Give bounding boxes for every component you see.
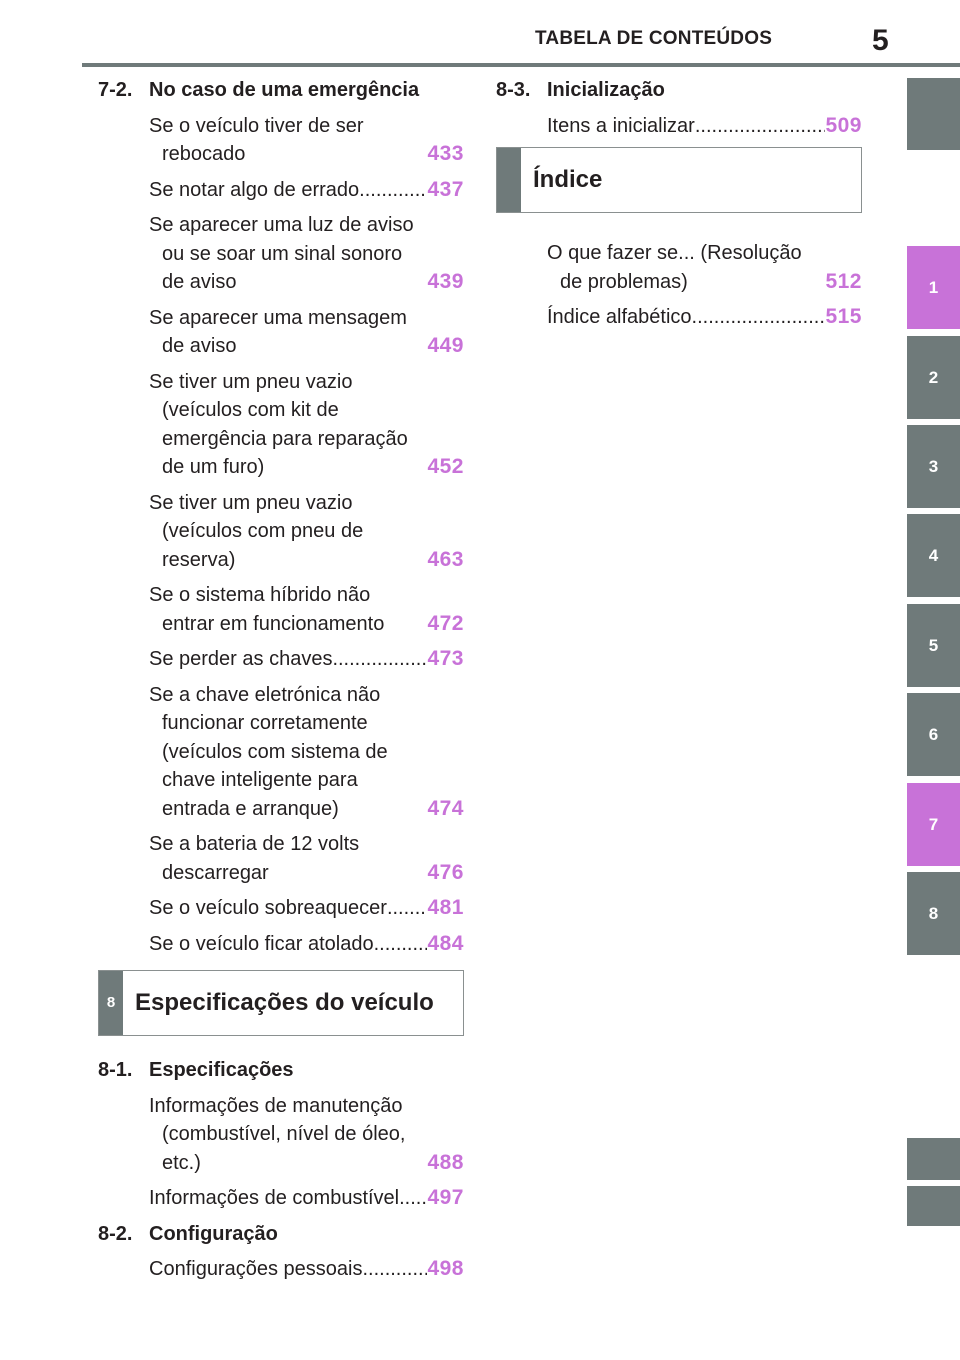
toc-entry[interactable] xyxy=(98,176,464,205)
toc-right-column xyxy=(496,76,862,339)
header-rule xyxy=(82,63,960,67)
chapter-tab-label: 8 xyxy=(928,903,939,923)
toc-page-number[interactable]: 509 xyxy=(825,113,862,137)
chapter-tab-top[interactable] xyxy=(907,78,960,150)
dot-leader xyxy=(332,645,427,674)
section-heading-8-2 xyxy=(98,1220,464,1249)
toc-page-number[interactable]: 439 xyxy=(427,270,464,293)
toc-entry[interactable] xyxy=(496,303,862,332)
chapter-tab-4[interactable] xyxy=(907,514,960,597)
chapter-tab-label: 6 xyxy=(928,724,939,744)
chapter-8-banner xyxy=(98,970,464,1036)
section-number: 8-3. xyxy=(496,79,531,101)
toc-page-number[interactable]: 449 xyxy=(427,334,464,357)
toc-entry-text: Se tiver um pneu vazio (veículos com pneu de reserva) xyxy=(149,491,364,571)
toc-entry[interactable] xyxy=(98,368,464,482)
chapter-tab-8[interactable] xyxy=(907,872,960,955)
chapter-tab-label: 3 xyxy=(928,456,939,476)
section-number: 8-1. xyxy=(98,1059,133,1081)
chapter-tab-bottom-2[interactable] xyxy=(907,1186,960,1226)
chapter-tab-1[interactable] xyxy=(907,246,960,329)
toc-page-number[interactable]: 481 xyxy=(427,896,464,919)
chapter-tab-5[interactable] xyxy=(907,604,960,687)
section-title: Configuração xyxy=(149,1222,278,1245)
toc-entry[interactable] xyxy=(98,489,464,575)
toc-page-number[interactable]: 473 xyxy=(427,647,464,670)
index-title: Índice xyxy=(533,165,603,193)
toc-entry-text: O que fazer se... (Resolução de problemas) xyxy=(547,242,802,293)
index-banner xyxy=(496,147,862,213)
toc-entry[interactable] xyxy=(98,1092,464,1178)
toc-entry[interactable] xyxy=(496,112,862,141)
toc-page-number[interactable]: 463 xyxy=(427,547,464,571)
toc-page-number[interactable]: 452 xyxy=(427,455,464,478)
chapter-tab-2[interactable] xyxy=(907,336,960,419)
toc-entry[interactable] xyxy=(98,1255,464,1284)
toc-entry[interactable] xyxy=(98,681,464,824)
toc-entry-text: Se notar algo de errado xyxy=(149,178,360,201)
toc-page-number[interactable]: 515 xyxy=(825,305,862,328)
toc-entry-text: Se aparecer uma mensagem de aviso xyxy=(149,306,407,357)
toc-entry-text: Se o veículo tiver de ser rebocado xyxy=(149,114,364,165)
toc-entry[interactable] xyxy=(98,830,464,887)
toc-page-number[interactable]: 497 xyxy=(427,1186,464,1209)
section-title: Especificações xyxy=(149,1059,294,1081)
toc-page-number[interactable]: 488 xyxy=(427,1150,464,1174)
entry-list-8-3 xyxy=(496,112,862,141)
toc-entry-text: Se a bateria de 12 volts descarregar xyxy=(149,833,360,884)
dot-leader xyxy=(387,894,428,923)
chapter-tab-label: 5 xyxy=(928,635,939,655)
toc-entry-text: Índice alfabético xyxy=(547,306,692,328)
toc-page-number[interactable]: 498 xyxy=(427,1257,464,1280)
entry-list-7-2 xyxy=(98,112,464,959)
page-header-title: TABELA DE CONTEÚDOS xyxy=(535,28,773,49)
toc-entry-text: Se tiver um pneu vazio (veículos com kit de emergência para reparação de um furo) xyxy=(149,370,408,478)
toc-entry-text: Se o veículo sobreaquecer xyxy=(149,897,387,919)
toc-page-number[interactable]: 437 xyxy=(427,177,464,201)
chapter-tab-6[interactable] xyxy=(907,693,960,776)
toc-entry-text: Configurações pessoais xyxy=(149,1258,363,1280)
toc-entry[interactable] xyxy=(98,581,464,638)
dot-leader xyxy=(692,303,826,332)
toc-entry-text: Informações de combustível xyxy=(149,1187,400,1209)
dot-leader xyxy=(695,112,826,141)
toc-entry[interactable] xyxy=(98,645,464,674)
dot-leader xyxy=(359,176,427,205)
dot-leader xyxy=(362,1255,427,1284)
toc-page-number[interactable]: 433 xyxy=(427,142,464,165)
section-heading-8-3 xyxy=(496,76,862,105)
chapter-number-badge: 8 xyxy=(99,971,123,1035)
chapter-tab-label: 1 xyxy=(928,277,939,297)
entry-list-8-1 xyxy=(98,1092,464,1213)
chapter-title: Especificações do veículo xyxy=(135,988,434,1016)
section-title: Inicialização xyxy=(547,79,665,101)
toc-entry-text: Itens a inicializar xyxy=(547,114,695,137)
dot-leader xyxy=(399,1184,427,1213)
toc-entry-text: Se a chave eletrónica não funcionar corretamente (veículos com sistema de chave inteligente para entrada e arranque) xyxy=(149,683,388,820)
section-number: 8-2. xyxy=(98,1222,133,1245)
chapter-tab-label: 2 xyxy=(928,367,939,387)
toc-entry[interactable] xyxy=(496,239,862,296)
toc-entry-text: Se o veículo ficar atolado xyxy=(149,932,374,955)
page-number: 5 xyxy=(872,24,889,57)
index-badge xyxy=(497,148,521,212)
dot-leader xyxy=(374,930,428,959)
toc-entry[interactable] xyxy=(98,211,464,297)
toc-left-column xyxy=(98,76,464,1291)
toc-entry-text: Se o sistema híbrido não entrar em funcionamento xyxy=(149,584,385,635)
toc-entry[interactable] xyxy=(98,112,464,169)
toc-page-number[interactable]: 474 xyxy=(427,796,464,820)
section-heading-7-2 xyxy=(98,76,464,105)
toc-entry-text: Se aparecer uma luz de aviso ou se soar um sinal sonoro de aviso xyxy=(149,214,414,293)
chapter-tab-3[interactable] xyxy=(907,425,960,508)
toc-entry-text: Informações de manutenção (combustível, nível de óleo, etc.) xyxy=(149,1094,406,1174)
toc-entry[interactable] xyxy=(98,304,464,361)
chapter-tab-label: 7 xyxy=(928,814,939,834)
toc-page-number[interactable]: 476 xyxy=(427,860,464,884)
entry-list-index xyxy=(496,239,862,332)
chapter-tab-7[interactable] xyxy=(907,783,960,866)
chapter-tab-label: 4 xyxy=(928,545,939,565)
toc-entry[interactable] xyxy=(98,1184,464,1213)
toc-page-number[interactable]: 472 xyxy=(427,611,464,635)
toc-entry[interactable] xyxy=(98,894,464,923)
entry-list-8-2 xyxy=(98,1255,464,1284)
toc-page-number[interactable]: 484 xyxy=(427,931,464,955)
toc-page-number[interactable]: 512 xyxy=(825,269,862,293)
section-heading-8-1 xyxy=(98,1056,464,1085)
section-number: 7-2. xyxy=(98,79,133,101)
toc-entry[interactable] xyxy=(98,930,464,959)
toc-entry-text: Se perder as chaves xyxy=(149,648,333,670)
section-title: No caso de uma emergência xyxy=(149,79,420,101)
chapter-tab-bottom-1[interactable] xyxy=(907,1138,960,1180)
